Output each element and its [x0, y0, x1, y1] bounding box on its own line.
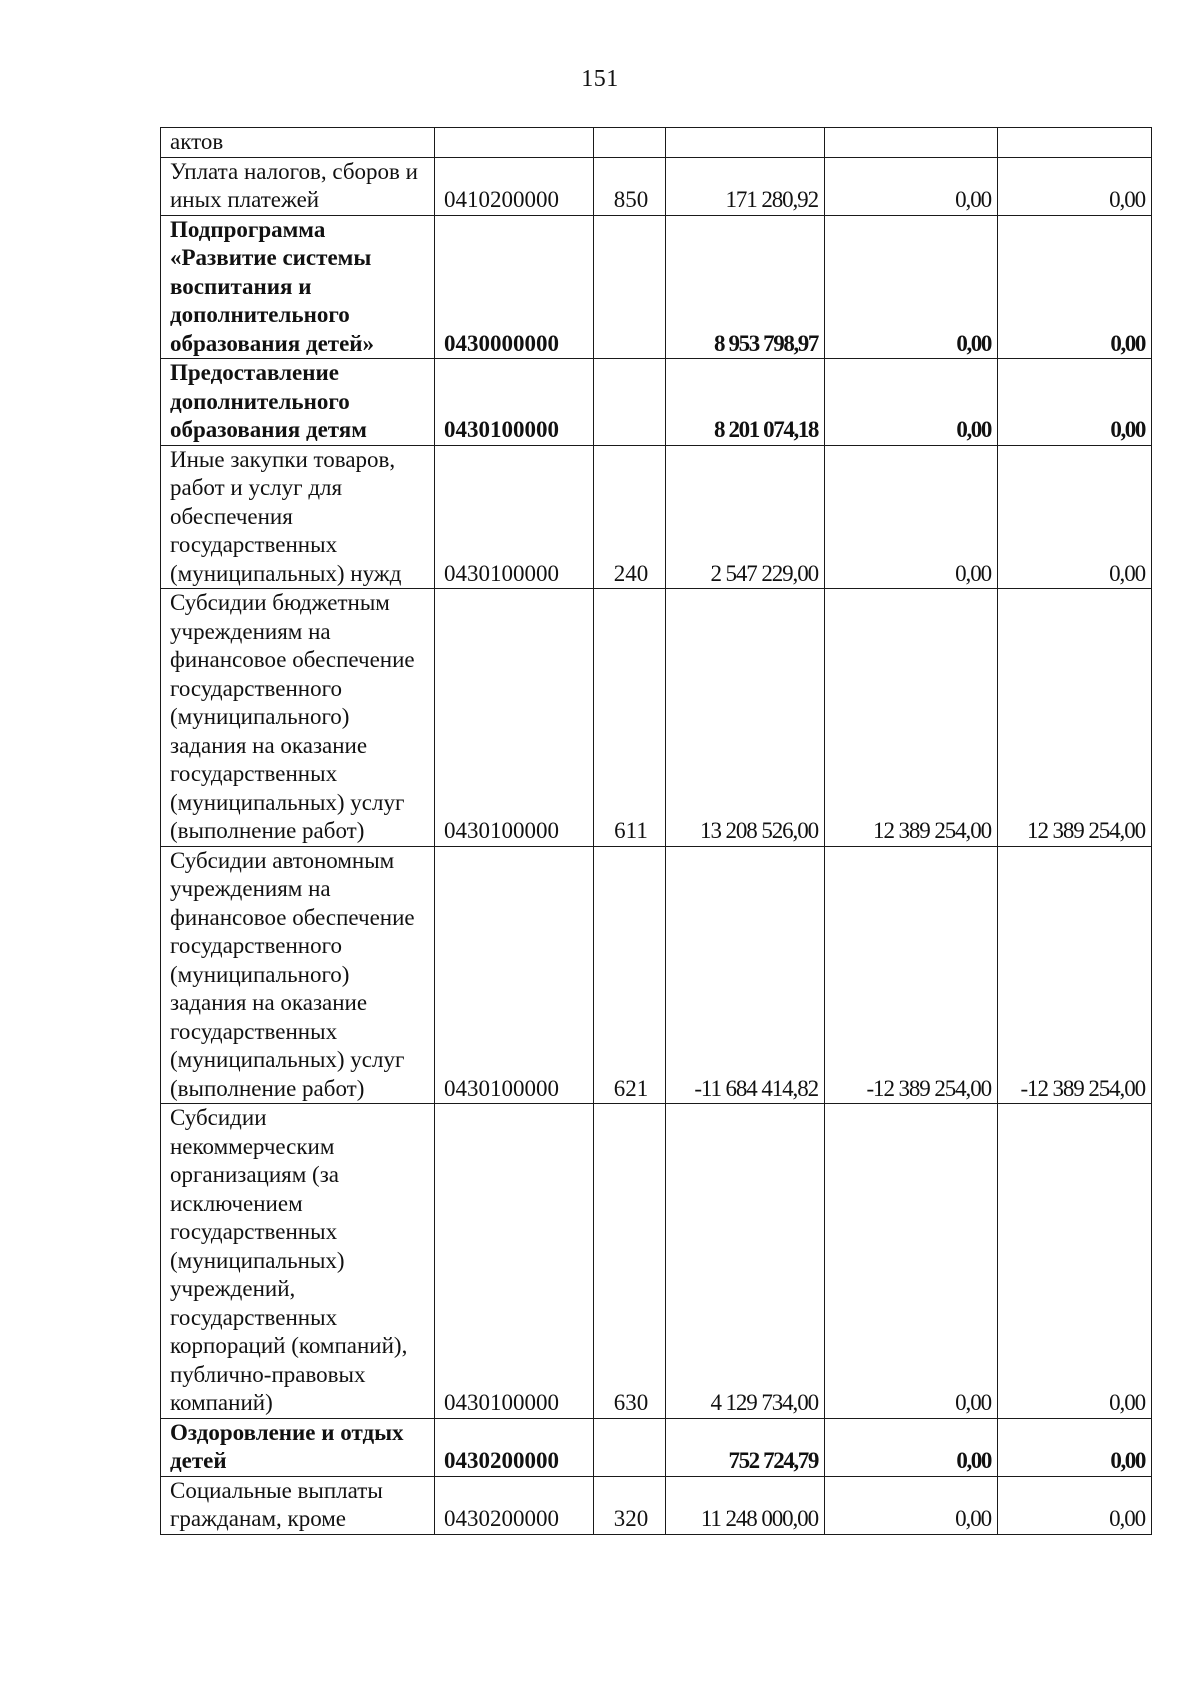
table-row [161, 846, 1152, 1104]
row-code-cell: 0430100000 [435, 846, 594, 1104]
table-row-subtotal [161, 359, 1152, 446]
row-type-cell: 320 [594, 1476, 666, 1534]
row-type-cell: 611 [594, 589, 666, 847]
table-row [161, 157, 1152, 215]
row-value-1-cell: 13 208 526,00 [666, 589, 825, 847]
row-name-cell: Иные закупки товаров, работ и услуг для обеспечения государственных (муниципальных) нужд [161, 445, 435, 589]
row-value-3-cell: 0,00 [998, 1476, 1152, 1534]
row-value-1-cell: 752 724,79 [666, 1418, 825, 1476]
row-value-3-cell: 0,00 [998, 1104, 1152, 1419]
row-value-3-cell: 0,00 [998, 445, 1152, 589]
row-type-cell [594, 215, 666, 359]
row-value-2-cell: -12 389 254,00 [825, 846, 998, 1104]
row-name-cell: Подпрограмма «Развитие системы воспитания и дополнительного образования детей» [161, 215, 435, 359]
row-code-cell: 0410200000 [435, 157, 594, 215]
row-type-cell: 850 [594, 157, 666, 215]
row-value-1-cell: 171 280,92 [666, 157, 825, 215]
row-type-cell [594, 1418, 666, 1476]
table-row [161, 128, 1152, 158]
row-value-3-cell [998, 128, 1152, 158]
budget-table [160, 127, 1152, 1535]
row-value-3-cell: -12 389 254,00 [998, 846, 1152, 1104]
row-code-cell: 0430100000 [435, 589, 594, 847]
row-value-1-cell: 2 547 229,00 [666, 445, 825, 589]
page-number: 151 [581, 66, 619, 92]
row-name-cell: Субсидии автономным учреждениям на финансовое обеспечение государственного (муниципального) задания на оказание государственных (муниципальных) услуг (выполнение работ) [161, 846, 435, 1104]
row-value-2-cell: 0,00 [825, 1418, 998, 1476]
row-value-1-cell: 4 129 734,00 [666, 1104, 825, 1419]
row-type-cell: 621 [594, 846, 666, 1104]
row-value-3-cell: 0,00 [998, 215, 1152, 359]
row-value-2-cell: 0,00 [825, 359, 998, 446]
row-value-1-cell: -11 684 414,82 [666, 846, 825, 1104]
row-type-cell [594, 359, 666, 446]
row-code-cell: 0430000000 [435, 215, 594, 359]
row-name-cell: актов [161, 128, 435, 158]
row-value-3-cell: 0,00 [998, 1418, 1152, 1476]
row-name-cell: Субсидии бюджетным учреждениям на финансовое обеспечение государственного (муниципального) задания на оказание государственных (муниципальных) услуг (выполнение работ) [161, 589, 435, 847]
row-value-2-cell: 0,00 [825, 215, 998, 359]
row-value-2-cell [825, 128, 998, 158]
table-row-subtotal [161, 1418, 1152, 1476]
table-row [161, 1476, 1152, 1534]
row-name-cell: Предоставление дополнительного образования детям [161, 359, 435, 446]
table-row [161, 589, 1152, 847]
row-type-cell [594, 128, 666, 158]
row-name-cell: Уплата налогов, сборов и иных платежей [161, 157, 435, 215]
row-code-cell [435, 128, 594, 158]
row-code-cell: 0430100000 [435, 1104, 594, 1419]
row-value-2-cell: 0,00 [825, 1476, 998, 1534]
row-name-cell: Субсидии некоммерческим организациям (за исключением государственных (муниципальных) учреждений, государственных корпораций (компаний), публично-правовых компаний) [161, 1104, 435, 1419]
row-code-cell: 0430200000 [435, 1476, 594, 1534]
row-value-1-cell [666, 128, 825, 158]
row-code-cell: 0430100000 [435, 359, 594, 446]
row-name-cell: Оздоровление и отдых детей [161, 1418, 435, 1476]
row-code-cell: 0430100000 [435, 445, 594, 589]
row-name-cell: Социальные выплаты гражданам, кроме [161, 1476, 435, 1534]
row-value-3-cell: 0,00 [998, 157, 1152, 215]
row-type-cell: 240 [594, 445, 666, 589]
row-code-cell: 0430200000 [435, 1418, 594, 1476]
row-value-3-cell: 0,00 [998, 359, 1152, 446]
row-value-1-cell: 11 248 000,00 [666, 1476, 825, 1534]
table-row [161, 1104, 1152, 1419]
row-value-3-cell: 12 389 254,00 [998, 589, 1152, 847]
row-value-1-cell: 8 953 798,97 [666, 215, 825, 359]
row-value-2-cell: 0,00 [825, 1104, 998, 1419]
row-type-cell: 630 [594, 1104, 666, 1419]
table-row-subtotal [161, 215, 1152, 359]
row-value-1-cell: 8 201 074,18 [666, 359, 825, 446]
table-row [161, 445, 1152, 589]
row-value-2-cell: 12 389 254,00 [825, 589, 998, 847]
row-value-2-cell: 0,00 [825, 445, 998, 589]
row-value-2-cell: 0,00 [825, 157, 998, 215]
